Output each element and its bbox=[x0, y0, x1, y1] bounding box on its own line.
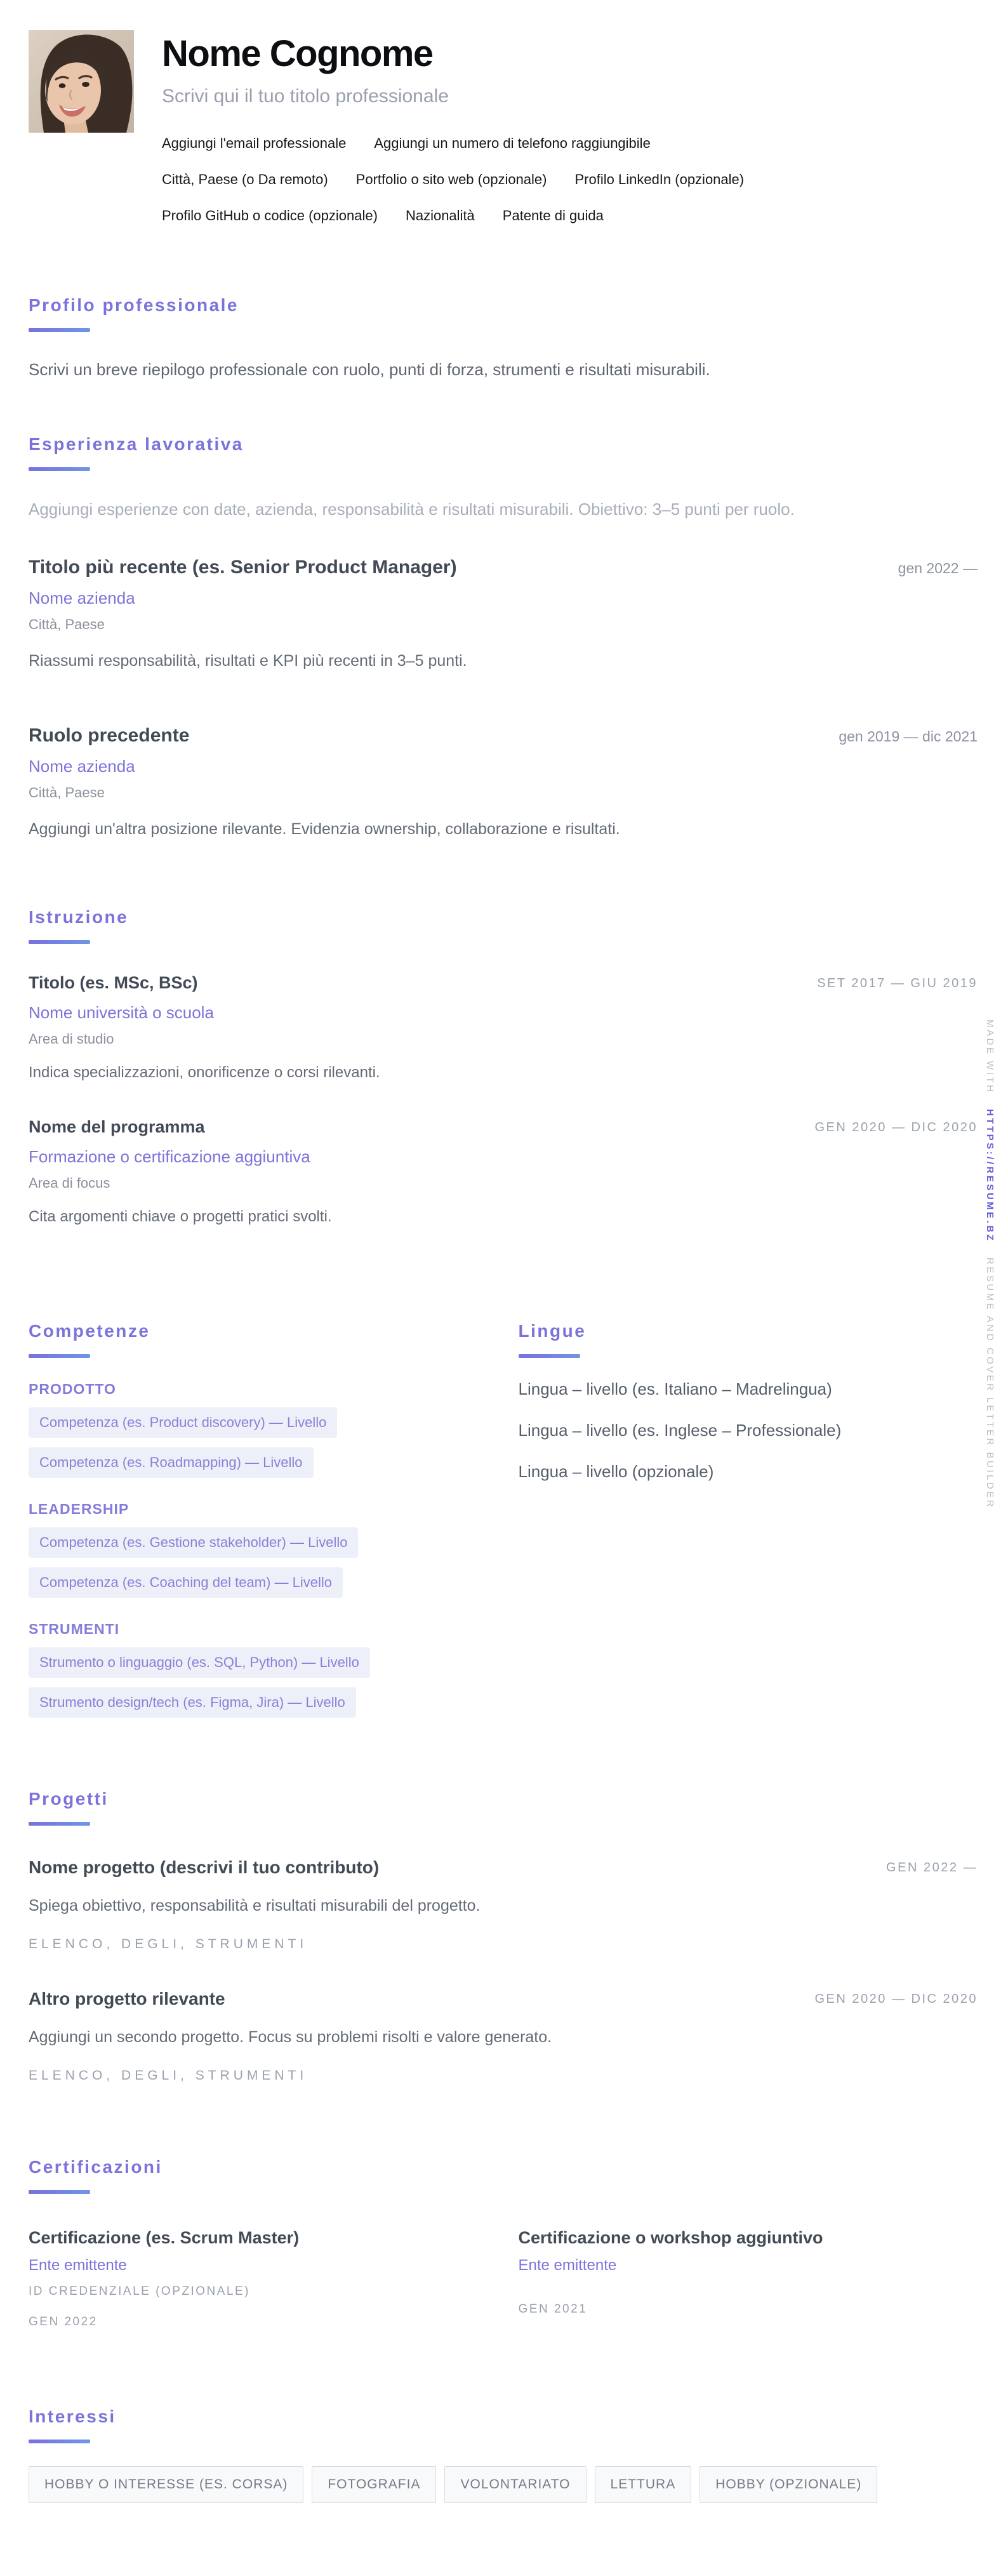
watermark-prefix: MADE WITH bbox=[985, 1019, 995, 1094]
company-link[interactable]: Nome azienda bbox=[29, 588, 135, 608]
section-skills bbox=[29, 1321, 488, 1718]
heading-underline bbox=[29, 2190, 90, 2194]
section-education bbox=[29, 907, 978, 1226]
interest-pill: VOLONTARIATO bbox=[444, 2466, 586, 2503]
language-item: Lingua – livello (es. Italiano – Madrelingua) bbox=[518, 1379, 832, 1399]
section-heading: Competenze bbox=[29, 1321, 150, 1341]
interest-list bbox=[29, 2466, 978, 2503]
job-entry bbox=[29, 725, 978, 839]
project-summary: Spiega obiettivo, responsabilità e risultati misurabili del progetto. bbox=[29, 1897, 481, 1915]
section-heading: Lingue bbox=[518, 1321, 587, 1341]
job-title: Ruolo precedente bbox=[29, 725, 190, 747]
profile-photo bbox=[29, 30, 134, 133]
interest-pill: LETTURA bbox=[595, 2466, 692, 2503]
project-title: Altro progetto rilevante bbox=[29, 1989, 225, 2009]
skill-pill: Competenza (es. Roadmapping) — Livello bbox=[29, 1447, 314, 1478]
section-interests bbox=[29, 2407, 978, 2503]
skill-pill: Competenza (es. Product discovery) — Livello bbox=[29, 1407, 337, 1438]
education-dates: SET 2017 — GIU 2019 bbox=[817, 976, 978, 991]
degree-title: Nome del programma bbox=[29, 1117, 205, 1137]
skills-languages-row bbox=[29, 1321, 978, 1718]
project-entry bbox=[29, 1989, 978, 2083]
education-summary: Cita argomenti chiave o progetti pratici svolti. bbox=[29, 1208, 332, 1226]
school-link[interactable]: Nome università o scuola bbox=[29, 1003, 214, 1023]
heading-underline bbox=[29, 1822, 90, 1826]
profile-summary: Scrivi un breve riepilogo professionale con ruolo, punti di forza, strumenti e risultati misurabili. bbox=[29, 359, 710, 379]
project-tools: ELENCO, DEGLI, STRUMENTI bbox=[29, 1937, 308, 1952]
skill-pill: Competenza (es. Gestione stakeholder) — Livello bbox=[29, 1527, 358, 1558]
education-entry bbox=[29, 1117, 978, 1226]
study-area: Area di studio bbox=[29, 1031, 114, 1047]
contact-portfolio[interactable]: Portfolio o sito web (opzionale) bbox=[355, 171, 547, 187]
section-work-experience bbox=[29, 434, 978, 839]
language-item: Lingua – livello (opzionale) bbox=[518, 1462, 714, 1482]
job-summary: Aggiungi un'altra posizione rilevante. Evidenzia ownership, collaborazione e risultati. bbox=[29, 820, 620, 839]
skill-group-label: LEADERSHIP bbox=[29, 1501, 129, 1518]
certifications-grid bbox=[29, 2196, 978, 2329]
watermark-resume-bz-link[interactable]: HTTPS://RESUME.BZ bbox=[985, 1109, 995, 1243]
study-area: Area di focus bbox=[29, 1175, 110, 1192]
professional-title-placeholder: Scrivi qui il tuo titolo professionale bbox=[162, 85, 449, 107]
contact-row bbox=[162, 171, 744, 188]
project-dates: GEN 2020 — DIC 2020 bbox=[814, 1992, 978, 2007]
header bbox=[29, 30, 978, 224]
credential-id: ID CREDENZIALE (OPZIONALE) bbox=[29, 2285, 250, 2299]
contact-info bbox=[162, 135, 744, 224]
skill-pill: Strumento design/tech (es. Figma, Jira) — Livello bbox=[29, 1687, 356, 1718]
contact-linkedin[interactable]: Profilo LinkedIn (opzionale) bbox=[574, 171, 745, 187]
section-heading: Profilo professionale bbox=[29, 295, 239, 315]
job-dates: gen 2019 — dic 2021 bbox=[839, 728, 978, 745]
certification-title: Certificazione o workshop aggiuntivo bbox=[518, 2228, 823, 2248]
project-entry bbox=[29, 1857, 978, 1952]
company-link[interactable]: Nome azienda bbox=[29, 757, 135, 776]
watermark-suffix: RESUME AND COVER LETTER BUILDER bbox=[985, 1258, 995, 1510]
job-location: Città, Paese bbox=[29, 785, 105, 801]
project-tools: ELENCO, DEGLI, STRUMENTI bbox=[29, 2068, 308, 2083]
skill-pill: Competenza (es. Coaching del team) — Livello bbox=[29, 1567, 343, 1598]
contact-github[interactable]: Profilo GitHub o codice (opzionale) bbox=[162, 207, 378, 223]
contact-location[interactable]: Città, Paese (o Da remoto) bbox=[162, 171, 328, 187]
header-main bbox=[162, 30, 744, 224]
watermark bbox=[985, 1019, 995, 1509]
certification-date: GEN 2021 bbox=[518, 2302, 588, 2316]
skill-group-label: STRUMENTI bbox=[29, 1621, 120, 1638]
job-summary: Riassumi responsabilità, risultati e KPI più recenti in 3–5 punti. bbox=[29, 652, 467, 670]
job-location: Città, Paese bbox=[29, 616, 105, 633]
experience-placeholder: Aggiungi esperienze con date, azienda, responsabilità e risultati misurabili. Obiettivo: 3–5 punti per ruolo. bbox=[29, 499, 795, 519]
contact-row bbox=[162, 135, 744, 152]
certification-entry bbox=[519, 2228, 978, 2329]
section-projects bbox=[29, 1789, 978, 2083]
section-heading: Istruzione bbox=[29, 907, 129, 927]
education-summary: Indica specializzazioni, onorificenze o corsi rilevanti. bbox=[29, 1064, 380, 1082]
section-professional-profile bbox=[29, 295, 978, 380]
certification-date: GEN 2022 bbox=[29, 2315, 98, 2329]
section-heading: Certificazioni bbox=[29, 2157, 162, 2177]
section-heading: Progetti bbox=[29, 1789, 109, 1809]
job-title: Titolo più recente (es. Senior Product Manager) bbox=[29, 557, 457, 578]
section-languages bbox=[519, 1321, 978, 1718]
contact-phone[interactable]: Aggiungi un numero di telefono raggiungibile bbox=[374, 135, 651, 151]
job-entry bbox=[29, 557, 978, 670]
skill-pill: Strumento o linguaggio (es. SQL, Python) — Livello bbox=[29, 1647, 370, 1678]
issuer-link[interactable]: Ente emittente bbox=[518, 2257, 617, 2274]
heading-underline bbox=[29, 467, 90, 471]
education-entry bbox=[29, 973, 978, 1082]
heading-underline bbox=[29, 2440, 90, 2443]
heading-underline bbox=[519, 1354, 580, 1358]
heading-underline bbox=[29, 1354, 90, 1358]
heading-underline bbox=[29, 328, 90, 332]
education-dates: GEN 2020 — DIC 2020 bbox=[814, 1120, 978, 1135]
language-item: Lingua – livello (es. Inglese – Professionale) bbox=[518, 1421, 842, 1440]
page-title: Nome Cognome bbox=[162, 33, 433, 74]
project-title: Nome progetto (descrivi il tuo contributo) bbox=[29, 1857, 380, 1878]
profile-photo-illustration bbox=[29, 30, 134, 133]
contact-row bbox=[162, 208, 744, 224]
section-certifications bbox=[29, 2157, 978, 2329]
contact-driving-license[interactable]: Patente di guida bbox=[502, 207, 604, 223]
section-heading: Interessi bbox=[29, 2407, 116, 2427]
contact-email[interactable]: Aggiungi l'email professionale bbox=[162, 135, 347, 151]
heading-underline bbox=[29, 940, 90, 944]
interest-pill: FOTOGRAFIA bbox=[312, 2466, 436, 2503]
school-link[interactable]: Formazione o certificazione aggiuntiva bbox=[29, 1147, 310, 1167]
contact-nationality[interactable]: Nazionalità bbox=[405, 207, 475, 223]
interest-pill: HOBBY (OPZIONALE) bbox=[700, 2466, 877, 2503]
project-dates: GEN 2022 — bbox=[886, 1861, 978, 1875]
interest-pill: HOBBY O INTERESSE (ES. CORSA) bbox=[29, 2466, 303, 2503]
job-dates: gen 2022 — bbox=[898, 560, 978, 577]
certification-title: Certificazione (es. Scrum Master) bbox=[29, 2228, 300, 2248]
skill-group-label: PRODOTTO bbox=[29, 1381, 116, 1398]
language-list bbox=[519, 1379, 978, 1482]
certification-entry bbox=[29, 2228, 488, 2329]
section-heading: Esperienza lavorativa bbox=[29, 434, 244, 454]
project-summary: Aggiungi un secondo progetto. Focus su problemi risolti e valore generato. bbox=[29, 2028, 552, 2047]
issuer-link[interactable]: Ente emittente bbox=[29, 2257, 127, 2274]
degree-title: Titolo (es. MSc, BSc) bbox=[29, 973, 198, 993]
